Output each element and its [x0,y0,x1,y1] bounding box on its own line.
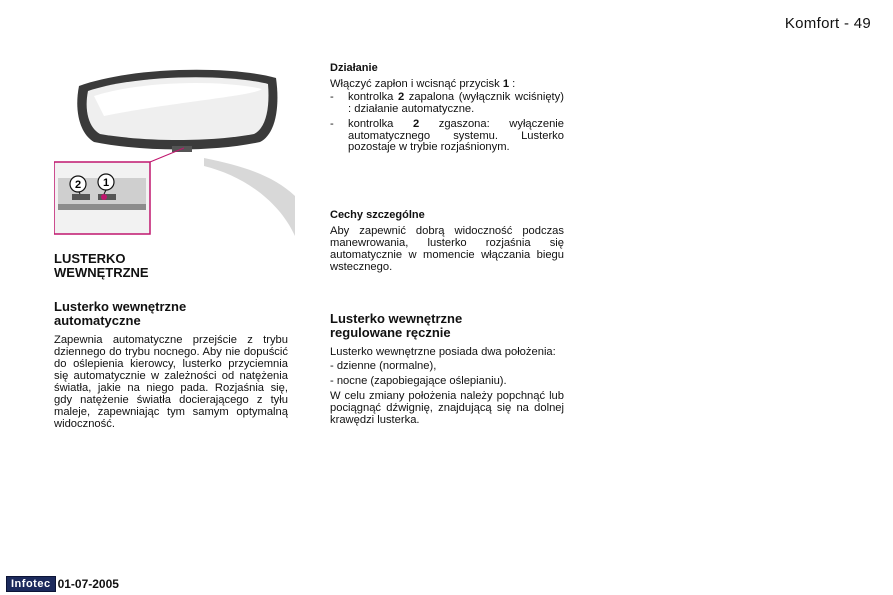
auto-mirror-heading [54,300,288,328]
button-2-shape [72,194,90,200]
mirror-drawing [54,66,295,236]
operation-intro-text: Włączyć zapłon i wcisnąć przycisk [330,78,503,90]
manual-intro: Lusterko wewnętrzne posiada dwa położenia: [330,346,556,358]
item1-post: zapalona (wyłącznik wciśnięty) : działanie automatyczne. [348,91,564,115]
dash-mark: - [330,118,334,130]
manual-mirror-section [330,312,564,426]
left-column [54,300,288,430]
manual-position-day: - dzienne (normalne), [330,360,437,372]
list-item [330,119,564,154]
item2-post: zgaszona: wyłączenie automatycznego systemu. Lusterko pozostaje w trybie rozjaśnionym. [348,118,564,153]
item2-pre: kontrolka [348,118,413,130]
auto-mirror-paragraph: Zapewnia automatyczne przejście z trybu dziennego do trybu nocnego. Aby nie dopuścić do oślepienia kierowcy, lusterko przyciemnia się automatycznie w zależności od natężenia światła, jakie na niego pada. Rozjaśnia się, gdy natężenie światła docierającego z tyłu maleje, zapewniając tym samym optymalną widoczność. [54,334,288,430]
features-paragraph: Aby zapewnić dobrą widoczność podczas manewrowania, lusterko rozjaśnia się automatycznie w momencie włączania biegu wstecznego. [330,225,564,273]
manual-heading-line2: regulowane ręcznie [330,325,451,340]
operation-intro [330,78,564,90]
item1-number: 2 [397,91,405,103]
main-heading-line1: LUSTERKO [54,251,126,266]
manual-mirror-heading [330,312,564,340]
callout-1-label: 1 [102,177,110,189]
mirror-illustration [54,66,295,236]
section-main-heading [54,252,294,280]
operation-list [330,92,564,154]
main-heading-line2: WEWNĘTRZNE [54,265,149,280]
infotec-logo: Infotec [6,576,56,592]
dash-mark: - [330,91,334,103]
callout-2-label: 2 [74,179,82,191]
footer [6,576,119,592]
auto-heading-line2: automatyczne [54,313,141,328]
auto-heading-line1: Lusterko wewnętrzne [54,299,187,314]
list-item [330,92,564,115]
manual-paragraph: W celu zmiany położenia należy popchnąć lub pociągnąć dźwignię, znajdującą się na dolnej krawędzi lusterka. [330,390,564,426]
operation-intro-colon: : [509,78,516,90]
operation-heading: Działanie [330,62,378,74]
manual-position-night: - nocne (zapobiegające oślepianiu). [330,375,507,387]
footer-date: 01-07-2005 [57,577,119,591]
indicator-led [101,194,107,200]
manual-heading-line1: Lusterko wewnętrzne [330,311,463,326]
item2-number: 2 [412,118,420,130]
page-header-title: Komfort - 49 [784,15,871,32]
features-section [330,209,564,273]
operation-section [330,62,564,158]
operation-intro-number: 1 [502,78,510,90]
item1-pre: kontrolka [348,91,398,103]
features-heading: Cechy szczególne [330,209,425,221]
inset-lower-edge [58,204,146,210]
